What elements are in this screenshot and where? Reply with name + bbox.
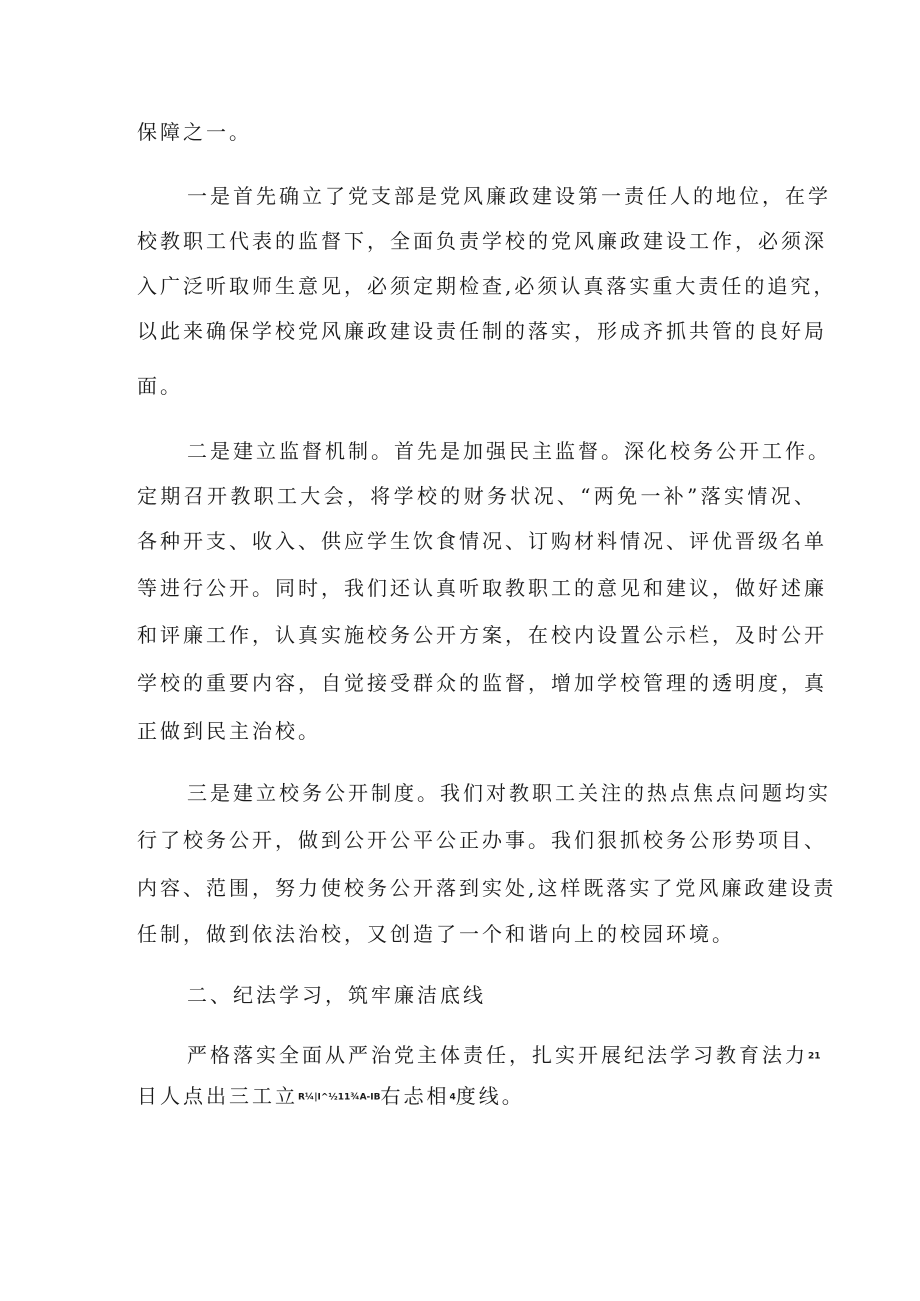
paragraph-text: 严格落实全面从严治党主体责任，扎实开展纪法学习教育法力 <box>187 1043 808 1067</box>
paragraph-line: 保障之一。 <box>137 120 252 144</box>
paragraph-text: 右忐相 <box>380 1084 450 1108</box>
garbled-text: 21 <box>808 1051 821 1062</box>
paragraph-line: 以此来确保学校党风廉政建设责任制的落实，形成齐抓共管的良好局 <box>137 319 827 343</box>
paragraph-line: 三是建立校务公开制度。我们对教职工关注的热点焦点问题均实 <box>187 781 831 805</box>
garbled-text: R¼|I^½11¾A-IB <box>298 1092 381 1103</box>
paragraph-line: 学校的重要内容，自觉接受群众的监督，增加学校管理的透明度，真 <box>137 671 827 695</box>
paragraph-line: 和评廉工作，认真实施校务公开方案，在校内设置公示栏，及时公开 <box>137 623 827 647</box>
section-heading: 二、纪法学习，筑牢廉洁底线 <box>187 983 486 1007</box>
paragraph-line: 各种开支、收入、供应学生饮食情况、订购材料情况、评优晋级名单 <box>137 529 827 553</box>
paragraph-line: 面。 <box>137 374 183 398</box>
paragraph-line: 任制，做到依法治校，又创造了一个和谐向上的校园环境。 <box>137 922 735 946</box>
paragraph-text: 日人点出三工立 <box>137 1084 298 1108</box>
paragraph-line: 内容、范围，努力使校务公开落到实处,这样既落实了党风廉政建设责 <box>137 876 837 900</box>
paragraph-line <box>187 1043 821 1069</box>
paragraph-line: 二是建立监督机制。首先是加强民主监督。深化校务公开工作。 <box>187 439 831 463</box>
paragraph-line: 等进行公开。同时，我们还认真听取教职工的意见和建议，做好述廉 <box>137 576 827 600</box>
paragraph-line: 入广泛听取师生意见，必须定期检查,必须认真落实重大责任的追究， <box>137 274 837 298</box>
paragraph-line: 行了校务公开，做到公开公平公正办事。我们狠抓校务公形势项目、 <box>137 828 827 852</box>
paragraph-line: 定期召开教职工大会，将学校的财务状况、“两免一补”落实情况、 <box>137 484 817 508</box>
garbled-text: 4 <box>449 1092 456 1103</box>
paragraph-text: 度线。 <box>455 1084 525 1108</box>
paragraph-line <box>137 1084 817 1110</box>
paragraph-line: 一是首先确立了党支部是党风廉政建设第一责任人的地位，在学 <box>187 184 831 208</box>
paragraph-line: 正做到民主治校。 <box>137 719 321 743</box>
paragraph-line: 校教职工代表的监督下，全面负责学校的党风廉政建设工作，必须深 <box>137 229 827 253</box>
